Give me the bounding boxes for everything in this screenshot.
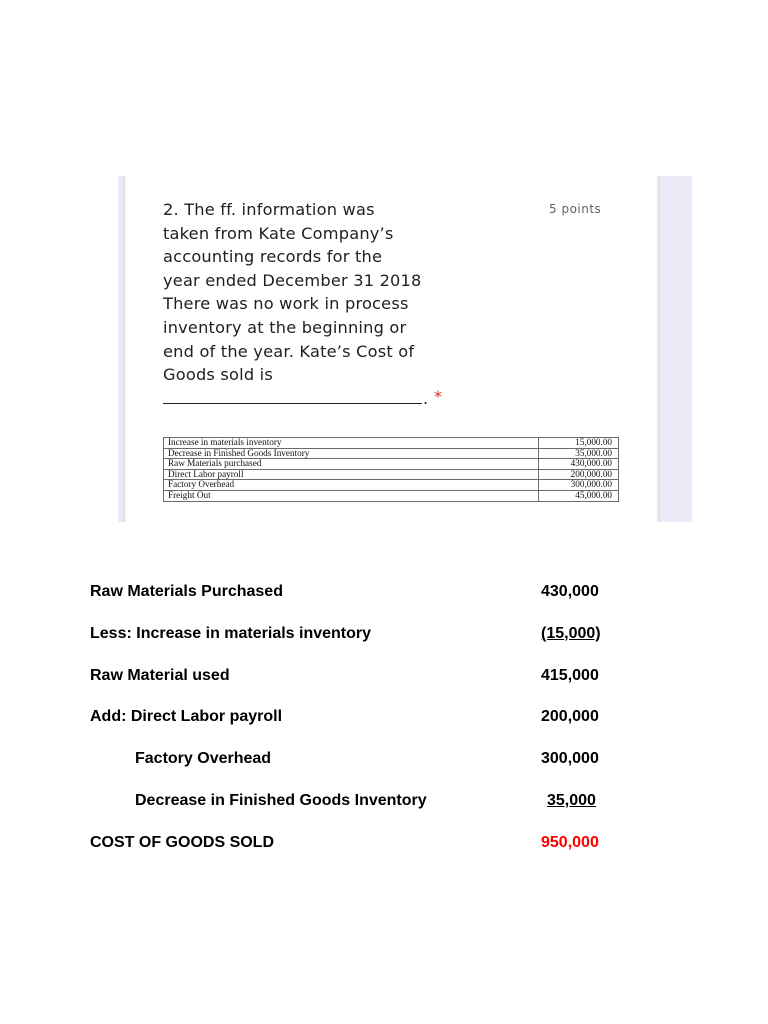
answer-blank-period: . xyxy=(423,389,429,408)
points-label: 5 points xyxy=(549,202,602,216)
question-line: inventory at the beginning or xyxy=(163,317,407,337)
required-asterisk: * xyxy=(434,387,442,406)
question-line: end of the year. Kate’s Cost of xyxy=(163,341,415,361)
solution-label: Raw Material used xyxy=(90,667,230,684)
table-item: Decrease in Finished Goods Inventory xyxy=(164,448,539,459)
question-line: year ended December 31 2018 xyxy=(163,270,422,290)
solution-row-direct-labor xyxy=(0,708,768,732)
answer-blank-line xyxy=(163,403,422,404)
solution-value: 300,000 xyxy=(541,750,599,767)
table-row xyxy=(164,490,619,501)
question-line: There was no work in process xyxy=(163,294,409,314)
information-table xyxy=(163,437,619,502)
question-text xyxy=(163,198,543,387)
solution-label: Less: Increase in materials inventory xyxy=(90,625,372,642)
solution-value: (15,000) xyxy=(541,625,601,642)
solution-total-value: 950,000 xyxy=(541,834,599,851)
solution-label: Raw Materials Purchased xyxy=(90,583,283,600)
solution-row-raw-materials-purchased xyxy=(0,583,768,607)
solution-value: 415,000 xyxy=(541,667,599,684)
question-line: 2. The ff. information was xyxy=(163,200,375,219)
right-background-band xyxy=(660,176,692,522)
table-row xyxy=(164,480,619,491)
solution-row-factory-overhead xyxy=(0,750,768,774)
solution-row-raw-material-used xyxy=(0,667,768,691)
table-item: Raw Materials purchased xyxy=(164,459,539,470)
table-row xyxy=(164,459,619,470)
table-row xyxy=(164,448,619,459)
solution-label: Add: Direct Labor payroll xyxy=(90,708,283,725)
solution-row-increase-in-materials xyxy=(0,625,768,649)
table-item: Freight Out xyxy=(164,490,539,501)
table-row xyxy=(164,469,619,480)
solution-value: 200,000 xyxy=(541,708,599,725)
table-amount: 200,000.00 xyxy=(539,469,619,480)
card-left-edge xyxy=(123,176,127,522)
question-line: accounting records for the xyxy=(163,247,383,267)
table-amount: 45,000.00 xyxy=(539,490,619,501)
solution-value: 430,000 xyxy=(541,583,599,600)
table-amount: 15,000.00 xyxy=(539,438,619,449)
question-screenshot xyxy=(118,176,692,522)
solution-value: 35,000 xyxy=(547,792,596,809)
table-amount: 35,000.00 xyxy=(539,448,619,459)
solution-total-label: COST OF GOODS SOLD xyxy=(90,834,275,851)
table-item: Direct Labor payroll xyxy=(164,469,539,480)
solution-row-cost-of-goods-sold xyxy=(0,834,768,858)
question-line: taken from Kate Company’s xyxy=(163,223,394,243)
solution-label: Decrease in Finished Goods Inventory xyxy=(135,792,427,809)
solution-label: Factory Overhead xyxy=(135,750,272,767)
table-row xyxy=(164,438,619,449)
table-amount: 430,000.00 xyxy=(539,459,619,470)
table-item: Factory Overhead xyxy=(164,480,539,491)
solution-row-finished-goods xyxy=(0,792,768,816)
table-amount: 300,000.00 xyxy=(539,480,619,491)
question-line: Goods sold is xyxy=(163,365,273,385)
table-item: Increase in materials inventory xyxy=(164,438,539,449)
